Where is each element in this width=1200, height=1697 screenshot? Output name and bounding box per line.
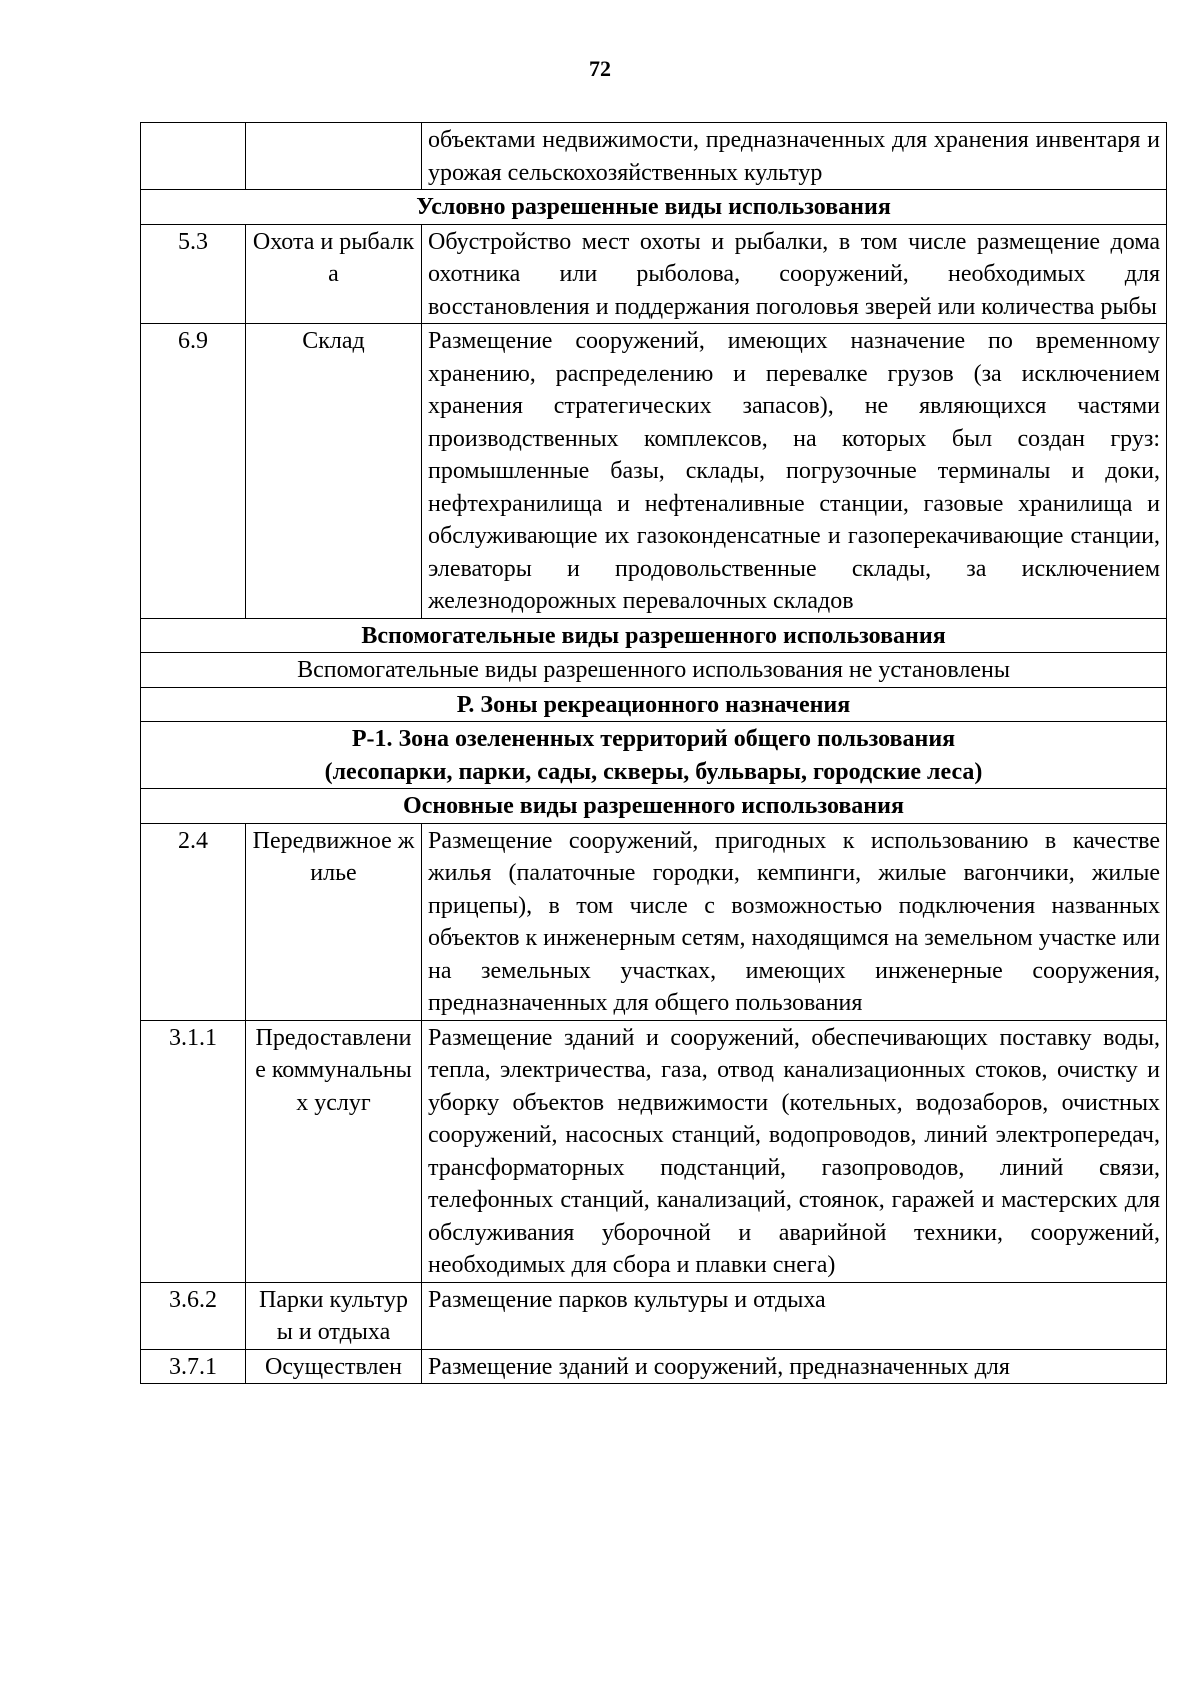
zone-subtitle: (лесопарки, парки, сады, скверы, бульвары, городские леса) [324,758,983,785]
section-header-row [141,687,1167,722]
section-header-row [141,789,1167,824]
table-row [141,653,1167,688]
land-use-table [140,122,1167,1384]
table-row [141,123,1167,190]
table-row [141,1020,1167,1282]
page-number: 72 [589,56,611,81]
description-cell: Размещение зданий и сооружений, предназначенных для [422,1349,1167,1384]
code-cell: 2.4 [141,823,246,1020]
section-header-row [141,190,1167,225]
description-cell: Размещение сооружений, имеющих назначение по временному хранению, распределению и перевалке грузов (за исключением хранения стратегических запасов), не являющихся частями производственных комплексов, на которых был создан груз: промышленные базы, склады, погрузочные терминалы и доки, нефтехранилища и нефтеналивные станции, газовые хранилища и обслуживающие их газоконденсатные и газоперекачивающие станции, элеваторы и продовольственные склады, за исключением железнодорожных перевалочных складов [422,324,1167,619]
section-header-conditional: Условно разрешенные виды использования [141,190,1167,225]
section-header-row [141,618,1167,653]
table-row [141,1282,1167,1349]
description-cell: Размещение парков культуры и отдыха [422,1282,1167,1349]
description-cell: объектами недвижимости, предназначенных для хранения инвентаря и урожая сельскохозяйственных культур [422,123,1167,190]
code-cell: 3.1.1 [141,1020,246,1282]
description-cell: Размещение зданий и сооружений, обеспечивающих поставку воды, тепла, электричества, газа, отвод канализационных стоков, очистку и уборку объектов недвижимости (котельных, водозаборов, очистных сооружений, насосных станций, водопроводов, линий электропередач, трансформаторных подстанций, газопроводов, линий связи, телефонных станций, канализаций, стоянок, гаражей и мастерских для обслуживания уборочной и аварийной техники, сооружений, необходимых для сбора и плавки снега) [422,1020,1167,1282]
table-row [141,1349,1167,1384]
section-header-row [141,722,1167,789]
table-row [141,823,1167,1020]
zone-header [141,722,1167,789]
section-header-main: Основные виды разрешенного использования [141,789,1167,824]
name-cell: Передвижное жилье [246,823,422,1020]
name-cell: Осуществлен [246,1349,422,1384]
code-cell [141,123,246,190]
zone-group-header: Р. Зоны рекреационного назначения [141,687,1167,722]
auxiliary-note: Вспомогательные виды разрешенного использования не установлены [141,653,1167,688]
code-cell: 6.9 [141,324,246,619]
code-cell: 3.6.2 [141,1282,246,1349]
table-row [141,324,1167,619]
section-header-auxiliary: Вспомогательные виды разрешенного использования [141,618,1167,653]
name-cell: Охота и рыбалка [246,224,422,324]
description-cell: Обустройство мест охоты и рыбалки, в том числе размещение дома охотника или рыболова, сооружений, необходимых для восстановления и поддержания поголовья зверей или количества рыбы [422,224,1167,324]
zone-title: Р-1. Зона озелененных территорий общего пользования [351,726,956,752]
code-cell: 3.7.1 [141,1349,246,1384]
table-row [141,224,1167,324]
name-cell: Парки культуры и отдыха [246,1282,422,1349]
code-cell: 5.3 [141,224,246,324]
description-cell: Размещение сооружений, пригодных к использованию в качестве жилья (палаточные городки, кемпинги, жилые вагончики, жилые прицепы), в том числе с возможностью подключения названных объектов к инженерным сетям, находящимся на земельном участке или на земельных участках, имеющих инженерные сооружения, предназначенных для общего пользования [422,823,1167,1020]
name-cell: Склад [246,324,422,619]
name-cell [246,123,422,190]
name-cell: Предоставление коммунальных услуг [246,1020,422,1282]
